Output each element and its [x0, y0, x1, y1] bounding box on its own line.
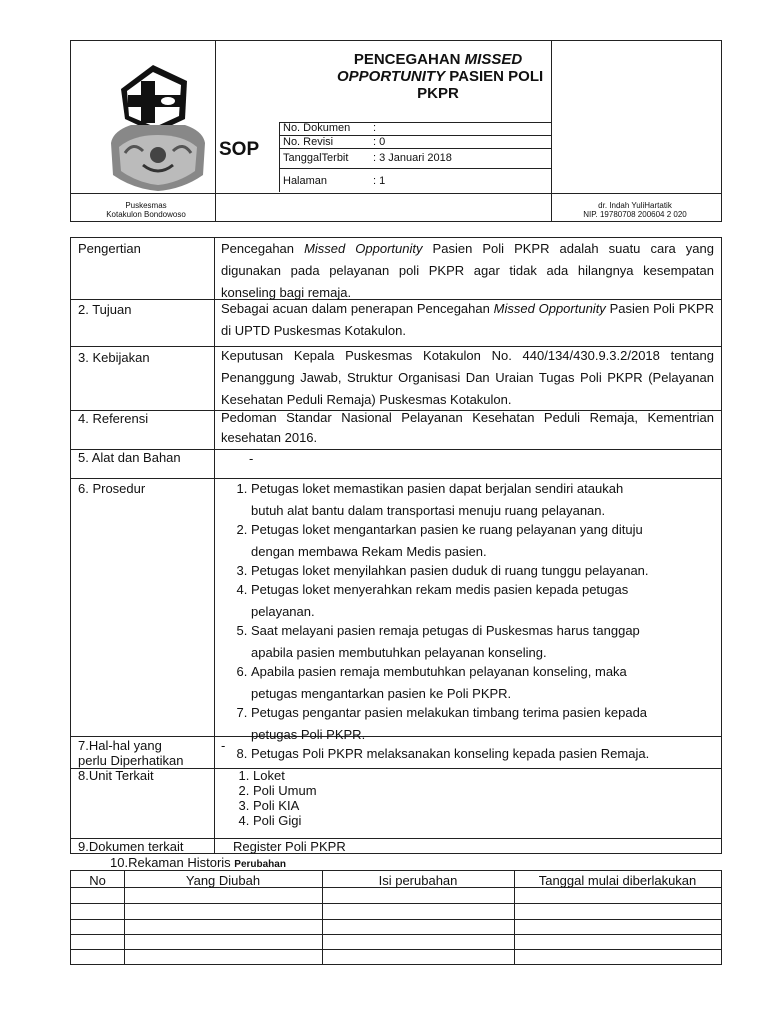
step-text: Saat melayani pasien remaja petugas di Puskesmas harus tanggap [251, 623, 640, 638]
column-header: Yang Diubah [185, 873, 261, 888]
title-italic: MISSED [464, 51, 523, 68]
step-text-continued: butuh alat bantu dalam transportasi menuju ruang pelayanan. [251, 503, 606, 518]
unit-item: 3. Poli KIA [253, 798, 714, 813]
meta-value: : 0 [373, 136, 386, 148]
step-text: Petugas pengantar pasien melakukan timbang terima pasien kepada [251, 705, 648, 720]
section-units [221, 768, 714, 828]
section-text-tujuan [221, 298, 714, 342]
header-divider [279, 122, 280, 192]
title-word: PKPR [417, 85, 459, 102]
sop-label: SOP [219, 139, 260, 160]
unit-item: 1. Loket [253, 768, 714, 783]
row-rule [71, 949, 721, 950]
prosedur-step [251, 522, 714, 560]
text-run: Sebagai acuan dalam penerapan Pencegahan [221, 301, 494, 316]
step-text: Petugas loket menyilahkan pasien duduk di ruang tunggu pelayanan. [251, 563, 649, 578]
unit-list [221, 768, 714, 828]
page-title [285, 51, 591, 102]
step-text-continued: petugas mengantarkan pasien ke Poli PKPR. [251, 686, 512, 701]
step-text: Petugas loket mengantarkan pasien ke ruang pelayanan yang dituju [251, 522, 643, 537]
section-label-alat: 5. Alat dan Bahan [78, 450, 181, 465]
rekaman-title [110, 855, 286, 870]
text-italic: Missed Opportunity [304, 241, 423, 256]
meta-value: : [373, 122, 377, 134]
logo-caption-line2: Kotakulon Bondowoso [106, 210, 186, 219]
hal-label-line: 7.Hal-hal yang [78, 738, 162, 753]
sop-body-table [70, 237, 722, 854]
signatory-nip: NIP. 19780708 200604 2 020 [583, 210, 687, 219]
section-prosedur [221, 481, 714, 765]
step-text-continued: pelayanan. [251, 604, 315, 619]
title-italic: OPPORTUNITY [337, 68, 446, 85]
step-text-continued: dengan membawa Rekam Medis pasien. [251, 544, 487, 559]
prosedur-step [251, 623, 714, 661]
step-text: Apabila pasien remaja membutuhkan pelayanan konseling, maka [251, 664, 627, 679]
text-run: Pasien Poli PKPR di UPTD Puskesmas Kotakulon. [221, 301, 714, 338]
text-run: Pasien Poli PKPR adalah suatu cara yang digunakan pada pelayanan poli PKPR agar tidak ada hilangnya kesempatan konseling bagi remaja. [221, 241, 714, 300]
step-text: Petugas loket memastikan pasien dapat berjalan sendiri ataukah [251, 481, 624, 496]
rekaman-table [70, 870, 722, 965]
title-word: PENCEGAHAN [353, 51, 461, 68]
column-header: Tanggal mulai diberlakukan [538, 873, 697, 888]
hal-label-line: perlu Diperhatikan [78, 753, 184, 768]
header-rule [71, 193, 721, 194]
signatory [555, 201, 715, 219]
row-rule [71, 919, 721, 920]
header-rule [279, 168, 551, 169]
sop-header [70, 40, 722, 222]
text-italic: Missed Opportunity [493, 301, 606, 316]
section-text-hal: - [221, 738, 226, 753]
column-header: No [89, 873, 106, 888]
signatory-name: dr. Indah YuliHartatik [598, 201, 672, 210]
column-header: Isi perubahan [378, 873, 458, 888]
meta-value: : 1 [373, 175, 386, 187]
logo-caption [81, 201, 211, 219]
meta-value: : 3 Januari 2018 [373, 152, 452, 164]
prosedur-step [251, 582, 714, 620]
prosedur-step [251, 664, 714, 702]
rekaman-title-bold: Perubahan [234, 859, 286, 870]
logo-caption-line1: Puskesmas [125, 201, 167, 210]
text-run: Pencegahan [221, 241, 305, 256]
section-text-alat: - [249, 451, 254, 466]
section-label-referensi: 4. Referensi [78, 411, 149, 426]
section-text-pengertian [221, 238, 714, 304]
puskesmas-logo-icon [103, 61, 213, 193]
prosedur-step [251, 481, 714, 519]
unit-item: 2. Poli Umum [253, 783, 714, 798]
section-text-kebijakan: Keputusan Kepala Puskesmas Kotakulon No. 440/134/430.9.3.2/2018 tentang Penanggung Jawab, Struktur Organisasi Dan Uraian Tugas Poli PKPR (Pelayanan Kesehatan Peduli Remaja) Puskesmas Kotakulon. [221, 348, 714, 407]
step-text: Petugas loket menyerahkan rekam medis pasien kepada petugas [251, 582, 629, 597]
row-rule [71, 903, 721, 904]
row-rule [71, 934, 721, 935]
step-text-continued: petugas Poli PKPR. [251, 727, 366, 742]
section-label-unit: 8.Unit Terkait [78, 768, 154, 783]
unit-item: 4. Poli Gigi [253, 813, 714, 828]
column-divider [214, 238, 215, 853]
section-label-tujuan: 2. Tujuan [78, 302, 132, 317]
header-divider [215, 41, 216, 221]
rekaman-title-text: 10.Rekaman Historis [110, 855, 231, 870]
prosedur-steps [221, 481, 714, 762]
header-rule [279, 148, 551, 149]
title-word: PASIEN POLI [449, 68, 544, 85]
step-text: Petugas Poli PKPR melaksanakan konseling kepada pasien Remaja. [251, 746, 650, 761]
section-text-referensi: Pedoman Standar Nasional Pelayanan Kesehatan Peduli Remaja, Kementrian kesehatan 2016. [221, 410, 714, 445]
meta-label: TanggalTerbit [283, 152, 349, 164]
prosedur-step [251, 563, 714, 579]
step-text-continued: apabila pasien membutuhkan pelayanan konseling. [251, 645, 547, 660]
section-label-kebijakan: 3. Kebijakan [78, 350, 150, 365]
section-label-hal [78, 738, 184, 768]
meta-label: No. Revisi [283, 136, 334, 148]
meta-label: Halaman [283, 175, 328, 187]
meta-label: No. Dokumen [283, 122, 351, 134]
section-label-dokumen: 9.Dokumen terkait [78, 839, 184, 854]
row-rule [71, 478, 721, 479]
section-label-pengertian: Pengertian [78, 241, 141, 256]
section-label-prosedur: 6. Prosedur [78, 481, 146, 496]
section-text-dokumen: Register Poli PKPR [233, 839, 346, 854]
